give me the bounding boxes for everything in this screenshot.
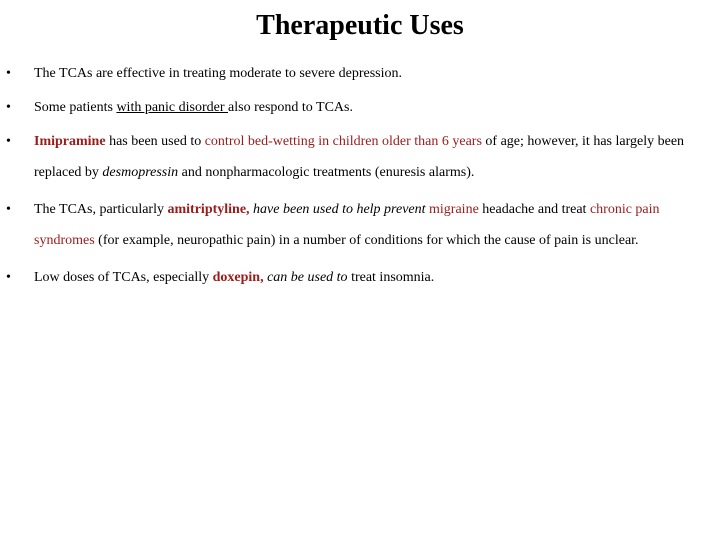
drug-name: amitriptyline, bbox=[167, 202, 250, 217]
bullet-text: have been used to help prevent bbox=[249, 202, 430, 217]
underlined-text: with panic disorder bbox=[116, 100, 229, 115]
bullet-text: The TCAs are effective in treating moderate to severe depression. bbox=[34, 66, 403, 81]
bullet-dot-icon: • bbox=[6, 202, 11, 217]
bullet-dot-icon: • bbox=[6, 134, 11, 149]
condition-text: migraine bbox=[429, 202, 479, 217]
bullet-text: headache and treat bbox=[478, 202, 590, 217]
condition-text: control bed-wetting in children older than 6 years bbox=[204, 134, 482, 149]
drug-name: Imipramine bbox=[34, 134, 106, 149]
drug-name: doxepin, bbox=[212, 270, 264, 285]
bullet-text: treat insomnia. bbox=[347, 270, 435, 285]
bullet-dot-icon: • bbox=[6, 66, 11, 81]
bullet-text: and nonpharmacologic treatments (enuresis alarms). bbox=[178, 165, 475, 180]
bullet-list bbox=[0, 58, 720, 293]
bullet-text: also respond to TCAs. bbox=[228, 100, 353, 115]
bullet-item bbox=[0, 194, 720, 256]
bullet-text: Low doses of TCAs, especially bbox=[34, 270, 213, 285]
bullet-item bbox=[0, 58, 720, 89]
bullet-item bbox=[0, 92, 720, 123]
bullet-dot-icon: • bbox=[6, 100, 11, 115]
drug-name: desmopressin bbox=[102, 165, 179, 180]
bullet-text: can be used to bbox=[263, 270, 348, 285]
bullet-item bbox=[0, 126, 720, 188]
bullet-text: of age; however, it has largely been replaced by bbox=[34, 134, 685, 180]
bullet-text: has been used to bbox=[105, 134, 205, 149]
bullet-text: (for example, neuropathic pain) in a number of conditions for which the cause of pain is unclear. bbox=[94, 233, 639, 248]
bullet-item bbox=[0, 262, 720, 293]
condition-text: chronic pain syndromes bbox=[34, 202, 660, 248]
slide-title: Therapeutic Uses bbox=[256, 10, 464, 41]
bullet-dot-icon: • bbox=[6, 270, 11, 285]
bullet-text: The TCAs, particularly bbox=[34, 202, 168, 217]
bullet-text: Some patients bbox=[34, 100, 117, 115]
